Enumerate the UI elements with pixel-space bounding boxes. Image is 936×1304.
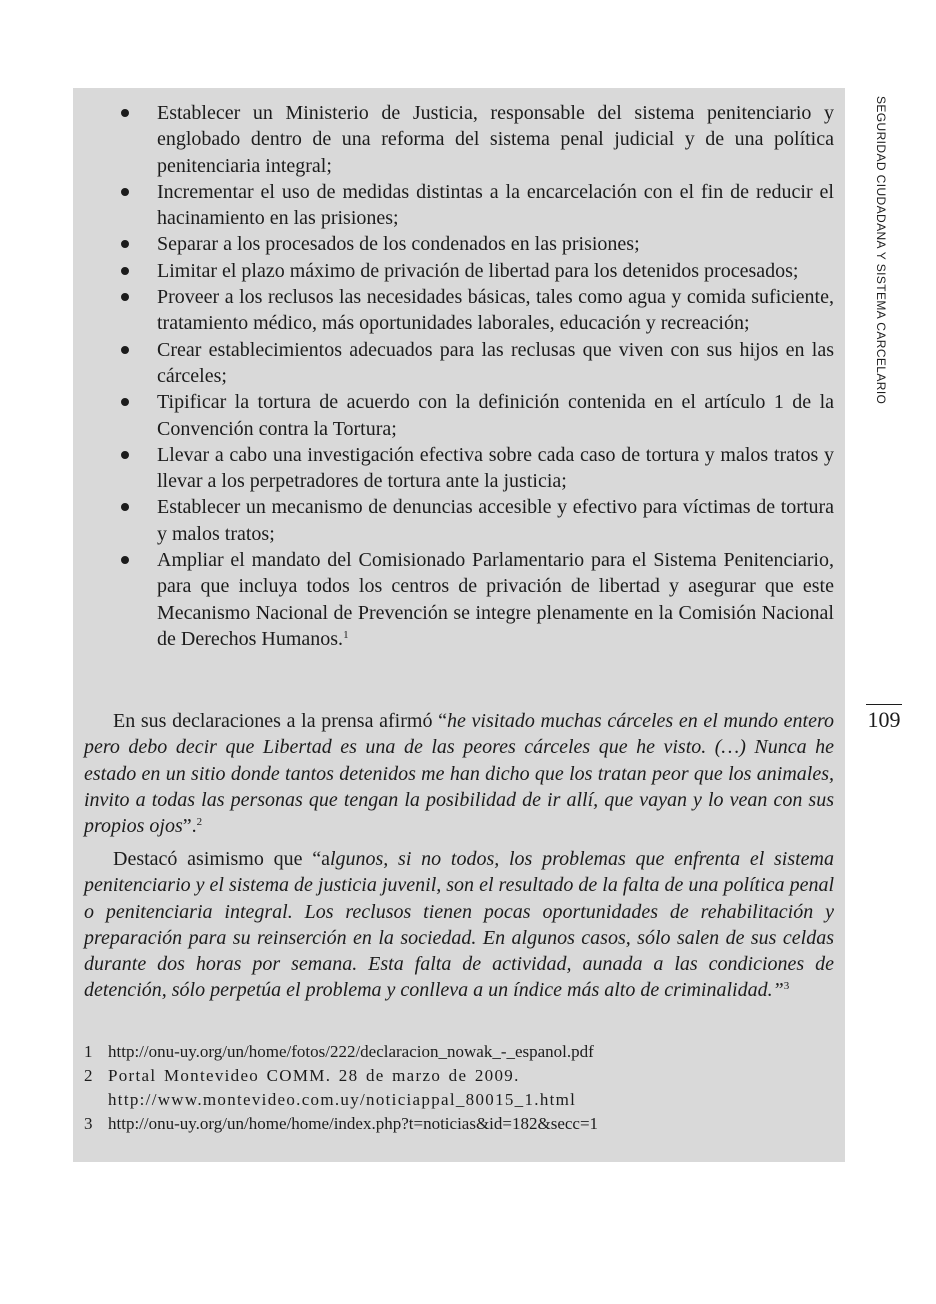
bullet-icon [121, 188, 129, 196]
list-item-text: Proveer a los reclusos las necesidades básicas, tales como agua y comida suficiente, tratamiento médico, más oportunidades laborales, educación y recreación; [157, 286, 834, 335]
list-item [84, 494, 834, 547]
bullet-icon [121, 267, 129, 275]
footnote [84, 1112, 834, 1136]
list-item [84, 179, 834, 232]
list-item-text: Tipificar la tortura de acuerdo con la definición contenida en el artículo 1 de la Convención contra la Tortura; [157, 391, 834, 440]
list-item [84, 337, 834, 390]
list-item-text: Establecer un mecanismo de denuncias accesible y efectivo para víctimas de tortura y malos tratos; [157, 496, 834, 545]
bullet-icon [121, 503, 129, 511]
list-item-text: Llevar a cabo una investigación efectiva sobre cada caso de tortura y malos tratos y llevar a los perpetradores de tortura ante la justicia; [157, 443, 834, 493]
footnote [84, 1064, 834, 1112]
list-item [84, 389, 834, 442]
footnotes [84, 1040, 834, 1136]
bullet-icon [121, 451, 129, 459]
paragraph-quote: lgunos, si no todos, los problemas que enfrenta el sistema penitenciario y el sistema de justicia juvenil, son el resultado de la falta de una política penal o penitenciaria integral. Los reclusos tienen pocas oportunidades de rehabilitación y preparación para su reinserción en la sociedad. En algunos casos, sólo salen de sus celdas durante dos horas por semana. Esta falta de actividad, aunada a las condiciones de detención, sólo perpetúa el problema y conlleva a un índice más alto de criminalidad.” [84, 848, 834, 1002]
bullet-icon [121, 346, 129, 354]
paragraph-quote: he visitado muchas cárceles en el mundo entero pero debo decir que Libertad es una de las peores cárceles que he visto. (…) Nunca he estado en un sitio donde tantos detenidos me han dicho que los tratan peor que los animales, invito a todas las personas que tengan la posibilidad de ir allí, que vayan y lo vean con sus propios ojos [84, 710, 835, 838]
bullet-icon [121, 240, 129, 248]
paragraph-tail: ”. [182, 815, 197, 838]
bullet-icon [121, 398, 129, 406]
list-item-text: Crear establecimientos adecuados para las reclusas que viven con sus hijos en las cárceles; [157, 338, 834, 387]
list-item-text: Separar a los procesados de los condenados en las prisiones; [157, 233, 640, 256]
footnote-number: 2 [84, 1066, 94, 1085]
footnote-ref-1: 1 [343, 628, 349, 641]
list-item-text: Ampliar el mandato del Comisionado Parlamentario para el Sistema Penitenciario, para que incluya todos los centros de privación de libertad y asegurar que este Mecanismo Nacional de Prevención se integre plenamente en la Comisión Nacional de Derechos Humanos. [157, 549, 834, 650]
page-number-rule [866, 704, 902, 705]
page-number: 109 [867, 707, 901, 732]
bullet-icon [121, 556, 129, 564]
paragraph-lead: Destacó asimismo que “a [113, 848, 330, 870]
footnote-ref-3: 3 [783, 980, 790, 993]
list-item [84, 231, 834, 257]
list-item-text: Establecer un Ministerio de Justicia, responsable del sistema penitenciario y englobado dentro de una reforma del sistema penal judicial y de una política penitenciaria integral; [157, 102, 834, 177]
list-item [84, 100, 834, 179]
highlight-paragraph [84, 846, 834, 1004]
footnote [84, 1040, 834, 1064]
list-item [84, 547, 834, 652]
bullet-icon [121, 293, 129, 301]
press-statement-paragraph [84, 708, 834, 839]
paragraph-lead: En sus declaraciones a la prensa afirmó “ [113, 710, 447, 732]
footnote-ref-2: 2 [196, 816, 203, 829]
bullet-icon [121, 109, 129, 117]
list-item [84, 258, 834, 284]
list-item-text: Limitar el plazo máximo de privación de libertad para los detenidos procesados; [157, 259, 799, 282]
list-item [84, 442, 834, 495]
footnote-number: 1 [84, 1042, 93, 1061]
recommendations-list [84, 100, 834, 652]
list-item [84, 284, 834, 337]
running-head: SEGURIDAD CIUDADANA Y SISTEMA CARCELARIO [874, 96, 888, 405]
footnote-text: Portal Montevideo COMM. 28 de marzo de 2009. http://www.montevideo.com.uy/noticiappal_80015_1.html [108, 1066, 577, 1109]
footnote-text: http://onu-uy.org/un/home/home/index.php?t=noticias&id=182&secc=1 [108, 1114, 599, 1133]
list-item-text: Incrementar el uso de medidas distintas a la encarcelación con el fin de reducir el hacinamiento en las prisiones; [157, 180, 834, 230]
footnote-text: http://onu-uy.org/un/home/fotos/222/declaracion_nowak_-_espanol.pdf [108, 1042, 594, 1061]
footnote-number: 3 [84, 1114, 93, 1133]
